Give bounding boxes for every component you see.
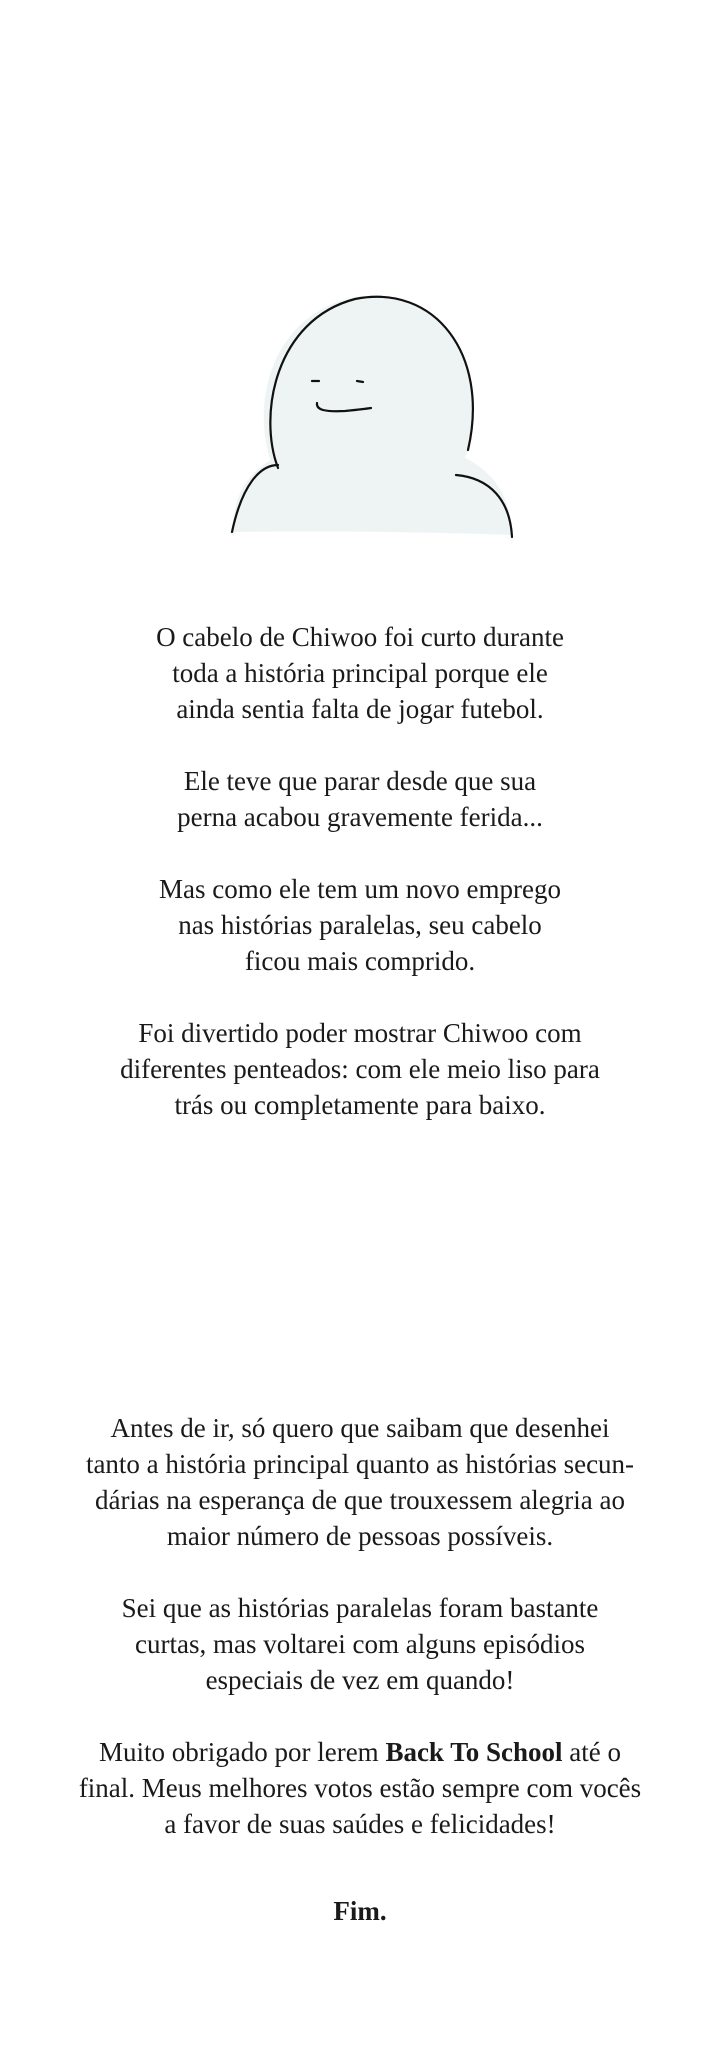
text-line: Mas como ele tem um novo emprego [159, 874, 561, 904]
paragraph [0, 1015, 720, 1123]
text-line: diferentes penteados: com ele meio liso para [120, 1054, 600, 1084]
text-line: Ele teve que parar desde que sua [183, 766, 537, 796]
ending-label: Fim. [333, 1896, 387, 1926]
thanks-paragraph [0, 1734, 720, 1842]
text-line: a favor de suas saúdes e felicidades! [164, 1809, 556, 1839]
comic-title: Back To School [385, 1737, 563, 1767]
text-line: trás ou completamente para baixo. [174, 1090, 546, 1120]
paragraph [0, 763, 720, 835]
text-fragment: Muito obrigado por lerem [98, 1737, 386, 1767]
text-line: final. Meus melhores votos estão sempre com vocês [78, 1773, 642, 1803]
text-line: nas histórias paralelas, seu cabelo [178, 910, 542, 940]
text-line: O cabelo de Chiwoo foi curto durante [156, 622, 564, 652]
text-line: tanto a história principal quanto as histórias secun- [85, 1449, 635, 1479]
paragraph [0, 1410, 720, 1554]
text-line: Sei que as histórias paralelas foram bastante [121, 1593, 599, 1623]
text-line: toda a história principal porque ele [172, 658, 548, 688]
text-line: dárias na esperança de que trouxessem alegria ao [95, 1485, 625, 1515]
text-line: Antes de ir, só quero que saibam que desenhei [110, 1413, 610, 1443]
paragraph [0, 619, 720, 727]
farewell-note-section [0, 1410, 720, 1878]
text-line: ficou mais comprido. [244, 946, 476, 976]
hair-note-section [0, 619, 720, 1159]
text-line: ainda sentia falta de jogar futebol. [176, 694, 544, 724]
paragraph [0, 1590, 720, 1698]
paragraph [0, 871, 720, 979]
author-avatar-illustration [220, 285, 540, 545]
text-line: maior número de pessoas possíveis. [166, 1521, 554, 1551]
text-fragment: até o [562, 1737, 621, 1767]
text-line: Foi divertido poder mostrar Chiwoo com [138, 1018, 582, 1048]
text-line: perna acabou gravemente ferida... [177, 802, 543, 832]
text-line: especiais de vez em quando! [205, 1665, 515, 1695]
text-line: curtas, mas voltarei com alguns episódios [135, 1629, 585, 1659]
